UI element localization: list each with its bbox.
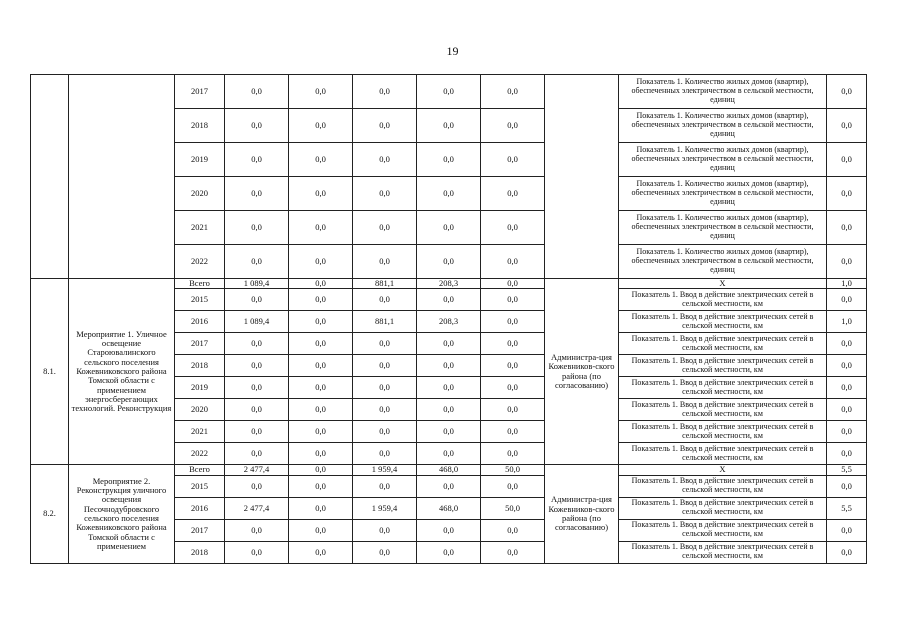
amount-cell: 0,0 <box>353 109 417 143</box>
measure-name-cell: Мероприятие 1. Уличное освещение Староювалинского сельского поселения Кожевниковского района Томской области с применением энергосберегающих технологий. Реконструкция <box>69 279 175 465</box>
indicator-cell: Показатель 1. Ввод в действие электрических сетей в сельской местности, км <box>619 519 827 541</box>
year-cell: 2015 <box>175 475 225 497</box>
amount-cell: 1 959,4 <box>353 497 417 519</box>
amount-cell: 208,3 <box>417 279 481 289</box>
indicator-value-cell: 0,0 <box>827 109 867 143</box>
indicator-value-cell: 1,0 <box>827 279 867 289</box>
amount-cell: 0,0 <box>225 245 289 279</box>
amount-cell: 0,0 <box>481 399 545 421</box>
amount-cell: 0,0 <box>353 519 417 541</box>
indicator-cell: Показатель 1. Ввод в действие электрических сетей в сельской местности, км <box>619 355 827 377</box>
amount-cell: 0,0 <box>481 75 545 109</box>
amount-cell: 0,0 <box>289 109 353 143</box>
amount-cell: 0,0 <box>289 443 353 465</box>
executor-cell <box>545 75 619 279</box>
amount-cell: 0,0 <box>289 311 353 333</box>
amount-cell: 0,0 <box>417 421 481 443</box>
amount-cell: 0,0 <box>417 211 481 245</box>
amount-cell: 0,0 <box>417 355 481 377</box>
measure-number-cell <box>31 75 69 279</box>
indicator-value-cell: 0,0 <box>827 143 867 177</box>
measure-number-cell: 8.2. <box>31 465 69 563</box>
amount-cell: 0,0 <box>225 289 289 311</box>
amount-cell: 0,0 <box>481 519 545 541</box>
amount-cell: 0,0 <box>289 245 353 279</box>
amount-cell: 0,0 <box>225 421 289 443</box>
indicator-cell: Показатель 1. Ввод в действие электрических сетей в сельской местности, км <box>619 421 827 443</box>
indicator-value-cell: 5,5 <box>827 497 867 519</box>
year-cell: 2015 <box>175 289 225 311</box>
amount-cell: 0,0 <box>481 279 545 289</box>
indicator-value-cell: 0,0 <box>827 355 867 377</box>
amount-cell: 0,0 <box>353 421 417 443</box>
table-row <box>31 465 867 475</box>
indicator-cell: Показатель 1. Количество жилых домов (квартир), обеспеченных электричеством в сельской местности, единиц <box>619 75 827 109</box>
amount-cell: 0,0 <box>225 355 289 377</box>
amount-cell: 0,0 <box>481 143 545 177</box>
indicator-cell: Показатель 1. Ввод в действие электрических сетей в сельской местности, км <box>619 541 827 563</box>
amount-cell: 50,0 <box>481 497 545 519</box>
amount-cell: 0,0 <box>289 279 353 289</box>
year-cell: 2017 <box>175 333 225 355</box>
indicator-value-cell: 0,0 <box>827 177 867 211</box>
measure-number-cell: 8.1. <box>31 279 69 465</box>
indicator-cell: Показатель 1. Количество жилых домов (квартир), обеспеченных электричеством в сельской местности, единиц <box>619 211 827 245</box>
amount-cell: 0,0 <box>225 75 289 109</box>
amount-cell: 0,0 <box>417 541 481 563</box>
amount-cell: 0,0 <box>417 143 481 177</box>
year-cell: 2020 <box>175 177 225 211</box>
year-cell: 2021 <box>175 211 225 245</box>
amount-cell: 0,0 <box>225 143 289 177</box>
indicator-value-cell: 5,5 <box>827 465 867 475</box>
amount-cell: 0,0 <box>481 289 545 311</box>
year-cell: Всего <box>175 279 225 289</box>
amount-cell: 1 959,4 <box>353 465 417 475</box>
executor-cell: Администра-ция Кожевников-ского района (по согласованию) <box>545 279 619 465</box>
amount-cell: 0,0 <box>289 465 353 475</box>
amount-cell: 0,0 <box>481 377 545 399</box>
indicator-cell: Показатель 1. Ввод в действие электрических сетей в сельской местности, км <box>619 289 827 311</box>
measure-name-cell <box>69 75 175 279</box>
amount-cell: 0,0 <box>417 75 481 109</box>
amount-cell: 0,0 <box>225 333 289 355</box>
amount-cell: 0,0 <box>417 177 481 211</box>
amount-cell: 0,0 <box>417 289 481 311</box>
amount-cell: 0,0 <box>481 443 545 465</box>
amount-cell: 0,0 <box>225 109 289 143</box>
indicator-cell: Показатель 1. Количество жилых домов (квартир), обеспеченных электричеством в сельской местности, единиц <box>619 245 827 279</box>
amount-cell: 0,0 <box>481 355 545 377</box>
amount-cell: 468,0 <box>417 465 481 475</box>
year-cell: 2016 <box>175 311 225 333</box>
amount-cell: 0,0 <box>353 475 417 497</box>
indicator-value-cell: 0,0 <box>827 333 867 355</box>
indicator-cell: Показатель 1. Ввод в действие электрических сетей в сельской местности, км <box>619 377 827 399</box>
block-8-1 <box>31 279 867 465</box>
indicator-cell: Показатель 1. Количество жилых домов (квартир), обеспеченных электричеством в сельской местности, единиц <box>619 109 827 143</box>
amount-cell: 2 477,4 <box>225 497 289 519</box>
indicator-cell: Показатель 1. Количество жилых домов (квартир), обеспеченных электричеством в сельской местности, единиц <box>619 177 827 211</box>
amount-cell: 0,0 <box>225 211 289 245</box>
amount-cell: 0,0 <box>289 377 353 399</box>
indicator-cell: Показатель 1. Ввод в действие электрических сетей в сельской местности, км <box>619 399 827 421</box>
amount-cell: 0,0 <box>289 421 353 443</box>
amount-cell: 881,1 <box>353 279 417 289</box>
indicator-value-cell: 0,0 <box>827 399 867 421</box>
year-cell: 2022 <box>175 443 225 465</box>
amount-cell: 0,0 <box>225 377 289 399</box>
indicator-value-cell: 1,0 <box>827 311 867 333</box>
amount-cell: 0,0 <box>289 355 353 377</box>
amount-cell: 0,0 <box>289 333 353 355</box>
indicator-cell: Показатель 1. Ввод в действие электрических сетей в сельской местности, км <box>619 475 827 497</box>
amount-cell: 2 477,4 <box>225 465 289 475</box>
amount-cell: 0,0 <box>417 333 481 355</box>
amount-cell: 0,0 <box>417 377 481 399</box>
indicator-value-cell: 0,0 <box>827 245 867 279</box>
year-cell: 2022 <box>175 245 225 279</box>
amount-cell: 0,0 <box>289 519 353 541</box>
amount-cell: 0,0 <box>289 497 353 519</box>
amount-cell: 0,0 <box>417 519 481 541</box>
indicator-cell: X <box>619 465 827 475</box>
amount-cell: 0,0 <box>225 475 289 497</box>
indicator-value-cell: 0,0 <box>827 75 867 109</box>
year-cell: Всего <box>175 465 225 475</box>
year-cell: 2019 <box>175 143 225 177</box>
amount-cell: 0,0 <box>225 519 289 541</box>
amount-cell: 0,0 <box>481 421 545 443</box>
measure-name-cell: Мероприятие 2. Реконструкция уличного освещения Песочнодубровского сельского поселения Кожевниковского района Томской области с применением <box>69 465 175 563</box>
indicator-value-cell: 0,0 <box>827 519 867 541</box>
executor-cell: Администра-ция Кожевников-ского района (по согласованию) <box>545 465 619 563</box>
amount-cell: 0,0 <box>417 109 481 143</box>
year-cell: 2018 <box>175 541 225 563</box>
amount-cell: 0,0 <box>289 541 353 563</box>
amount-cell: 0,0 <box>353 75 417 109</box>
block-8-2 <box>31 465 867 563</box>
amount-cell: 0,0 <box>481 177 545 211</box>
indicator-value-cell: 0,0 <box>827 211 867 245</box>
amount-cell: 0,0 <box>289 177 353 211</box>
amount-cell: 0,0 <box>225 399 289 421</box>
indicator-value-cell: 0,0 <box>827 377 867 399</box>
indicator-cell: Показатель 1. Ввод в действие электрических сетей в сельской местности, км <box>619 311 827 333</box>
block-continuation <box>31 75 867 279</box>
indicator-value-cell: 0,0 <box>827 475 867 497</box>
amount-cell: 0,0 <box>289 143 353 177</box>
amount-cell: 0,0 <box>481 311 545 333</box>
year-cell: 2019 <box>175 377 225 399</box>
year-cell: 2018 <box>175 355 225 377</box>
amount-cell: 0,0 <box>417 399 481 421</box>
amount-cell: 0,0 <box>289 475 353 497</box>
indicator-value-cell: 0,0 <box>827 289 867 311</box>
amount-cell: 0,0 <box>481 475 545 497</box>
indicator-cell: Показатель 1. Ввод в действие электрических сетей в сельской местности, км <box>619 443 827 465</box>
amount-cell: 0,0 <box>481 109 545 143</box>
amount-cell: 0,0 <box>481 245 545 279</box>
amount-cell: 0,0 <box>417 443 481 465</box>
indicator-value-cell: 0,0 <box>827 443 867 465</box>
amount-cell: 0,0 <box>225 177 289 211</box>
year-cell: 2021 <box>175 421 225 443</box>
amount-cell: 0,0 <box>225 443 289 465</box>
page-number: 19 <box>446 44 459 58</box>
indicator-value-cell: 0,0 <box>827 541 867 563</box>
table-row <box>31 75 867 109</box>
amount-cell: 0,0 <box>417 475 481 497</box>
year-cell: 2018 <box>175 109 225 143</box>
amount-cell: 0,0 <box>353 211 417 245</box>
indicator-cell: Показатель 1. Ввод в действие электрических сетей в сельской местности, км <box>619 497 827 519</box>
amount-cell: 0,0 <box>481 211 545 245</box>
amount-cell: 208,3 <box>417 311 481 333</box>
amount-cell: 0,0 <box>353 399 417 421</box>
amount-cell: 0,0 <box>481 541 545 563</box>
year-cell: 2017 <box>175 75 225 109</box>
amount-cell: 0,0 <box>289 399 353 421</box>
amount-cell: 468,0 <box>417 497 481 519</box>
amount-cell: 0,0 <box>353 333 417 355</box>
amount-cell: 0,0 <box>289 211 353 245</box>
year-cell: 2016 <box>175 497 225 519</box>
table-row <box>31 279 867 289</box>
amount-cell: 1 089,4 <box>225 279 289 289</box>
amount-cell: 0,0 <box>353 377 417 399</box>
indicator-value-cell: 0,0 <box>827 421 867 443</box>
indicator-cell: X <box>619 279 827 289</box>
amount-cell: 0,0 <box>353 355 417 377</box>
indicator-cell: Показатель 1. Ввод в действие электрических сетей в сельской местности, км <box>619 333 827 355</box>
amount-cell: 0,0 <box>353 143 417 177</box>
amount-cell: 1 089,4 <box>225 311 289 333</box>
amount-cell: 0,0 <box>289 289 353 311</box>
amount-cell: 0,0 <box>353 443 417 465</box>
year-cell: 2020 <box>175 399 225 421</box>
amount-cell: 0,0 <box>289 75 353 109</box>
year-cell: 2017 <box>175 519 225 541</box>
program-table <box>30 74 867 564</box>
amount-cell: 0,0 <box>225 541 289 563</box>
amount-cell: 0,0 <box>353 245 417 279</box>
amount-cell: 881,1 <box>353 311 417 333</box>
amount-cell: 0,0 <box>353 541 417 563</box>
amount-cell: 0,0 <box>353 177 417 211</box>
amount-cell: 0,0 <box>481 333 545 355</box>
amount-cell: 0,0 <box>417 245 481 279</box>
amount-cell: 50,0 <box>481 465 545 475</box>
indicator-cell: Показатель 1. Количество жилых домов (квартир), обеспеченных электричеством в сельской местности, единиц <box>619 143 827 177</box>
amount-cell: 0,0 <box>353 289 417 311</box>
